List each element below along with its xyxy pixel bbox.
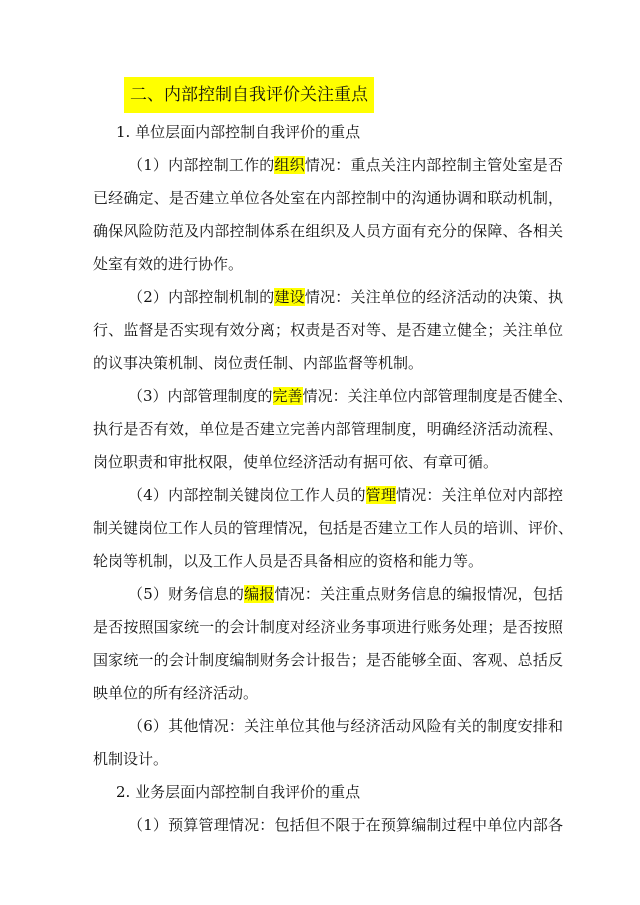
paragraph-2-line-1: （2）内部控制机制的建设情况：关注单位的经济活动的决策、执 [128, 288, 563, 306]
paragraph-2-line-2: 行、监督是否实现有效分离；权责是否对等、是否建立健全；关注单位 [93, 321, 563, 339]
paragraph-6-line-1: （6）其他情况：关注单位其他与经济活动风险有关的制度安排和 [128, 717, 563, 735]
paragraph-4-line-1: （4）内部控制关键岗位工作人员的管理情况：关注单位对内部控 [128, 486, 563, 504]
paragraph-1-line-1: （1）内部控制工作的组织情况：重点关注内部控制主管处室是否 [128, 156, 563, 174]
paragraph-1-line-2: 已经确定、是否建立单位各处室在内部控制中的沟通协调和联动机制， [93, 189, 563, 207]
paragraph-5-line-4: 映单位的所有经济活动。 [93, 684, 259, 702]
highlight-reporting: 编报 [244, 585, 275, 603]
paragraph-5-line-2: 是否按照国家统一的会计制度对经济业务事项进行账务处理；是否按照 [93, 618, 563, 636]
paragraph-6-line-2: 机制设计。 [93, 750, 169, 768]
paragraph-4-line-3: 轮岗等机制，以及工作人员是否具备相应的资格和能力等。 [93, 552, 484, 570]
paragraph-5-line-1: （5）财务信息的编报情况：关注重点财务信息的编报情况，包括 [128, 585, 563, 603]
highlight-construction: 建设 [274, 288, 305, 306]
highlight-organization: 组织 [274, 156, 305, 174]
highlight-improvement: 完善 [272, 387, 303, 405]
paragraph-4-line-2: 制关键岗位工作人员的管理情况，包括是否建立工作人员的培训、评价、 [93, 519, 574, 537]
paragraph-3-line-2: 执行是否有效，单位是否建立完善内部管理制度，明确经济活动流程、 [93, 420, 563, 438]
subsection-heading-1: 1. 单位层面内部控制自我评价的重点 [116, 123, 361, 141]
paragraph-1-line-3: 确保风险防范及内部控制体系在组织及人员方面有充分的保障、各相关 [93, 222, 563, 240]
paragraph-2-line-3: 的议事决策机制、岗位责任制、内部监督等机制。 [93, 354, 424, 372]
subsection-heading-2: 2. 业务层面内部控制自我评价的重点 [116, 783, 361, 801]
section-title: 二、内部控制自我评价关注重点 [124, 77, 374, 113]
highlight-management: 管理 [365, 486, 397, 504]
paragraph-7-line-1: （1）预算管理情况：包括但不限于在预算编制过程中单位内部各 [128, 816, 563, 834]
paragraph-3-line-1: （3）内部管理制度的完善情况：关注单位内部管理制度是否健全、 [128, 387, 573, 405]
paragraph-1-line-4: 处室有效的进行协作。 [93, 255, 244, 273]
paragraph-5-line-3: 国家统一的会计制度编制财务会计报告；是否能够全面、客观、总括反 [93, 651, 563, 669]
paragraph-3-line-3: 岗位职责和审批权限，使单位经济活动有据可依、有章可循。 [93, 453, 499, 471]
